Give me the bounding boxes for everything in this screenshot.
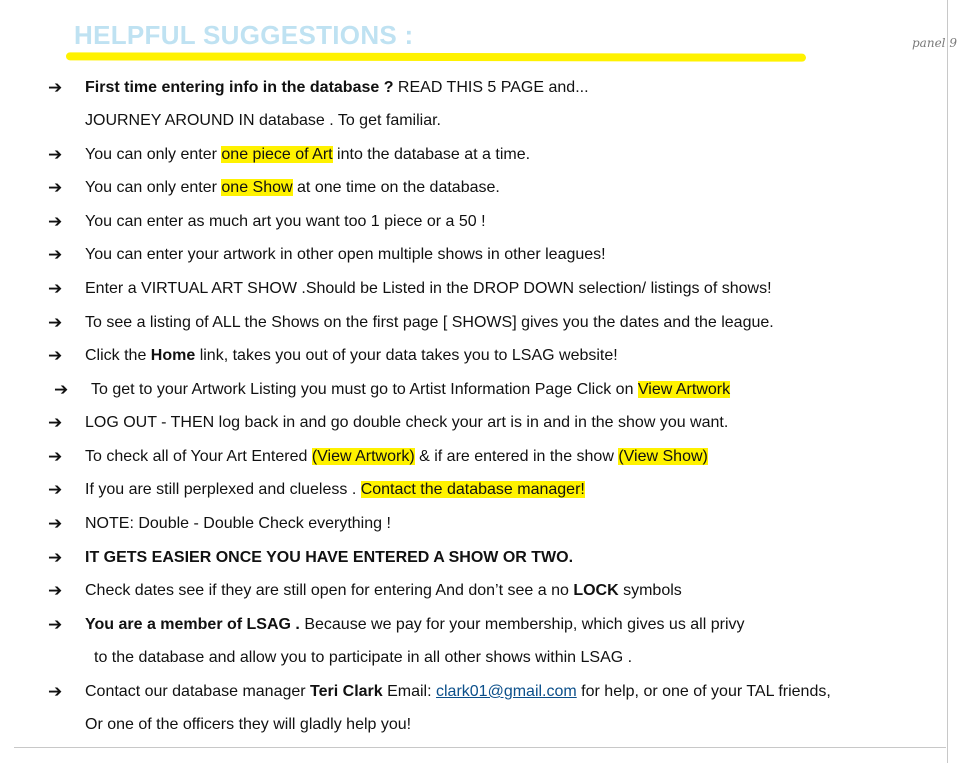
arrow-right-icon: ➔ (48, 480, 63, 500)
email-link[interactable]: clark01@gmail.com (436, 683, 577, 700)
bottom-rule (14, 747, 946, 748)
page-edge (947, 0, 948, 763)
arrow-right-icon: ➔ (48, 178, 63, 198)
panel-label: panel 9 (912, 36, 957, 50)
page-heading: HELPFUL SUGGESTIONS : (74, 20, 414, 50)
arrow-right-icon: ➔ (48, 78, 63, 98)
arrow-right-icon: ➔ (48, 447, 63, 467)
arrow-right-icon: ➔ (48, 581, 63, 601)
arrow-right-icon: ➔ (48, 413, 63, 433)
arrow-right-icon: ➔ (48, 548, 63, 568)
arrow-right-icon: ➔ (48, 279, 63, 299)
arrow-right-icon: ➔ (48, 682, 63, 702)
arrow-right-icon: ➔ (54, 380, 69, 400)
heading-highlight-underline (66, 52, 806, 61)
arrow-right-icon: ➔ (48, 313, 63, 333)
arrow-right-icon: ➔ (48, 212, 63, 232)
arrow-right-icon: ➔ (48, 514, 63, 534)
arrow-right-icon: ➔ (48, 145, 63, 165)
arrow-right-icon: ➔ (48, 245, 63, 265)
arrow-right-icon: ➔ (48, 346, 63, 366)
arrow-right-icon: ➔ (48, 615, 63, 635)
